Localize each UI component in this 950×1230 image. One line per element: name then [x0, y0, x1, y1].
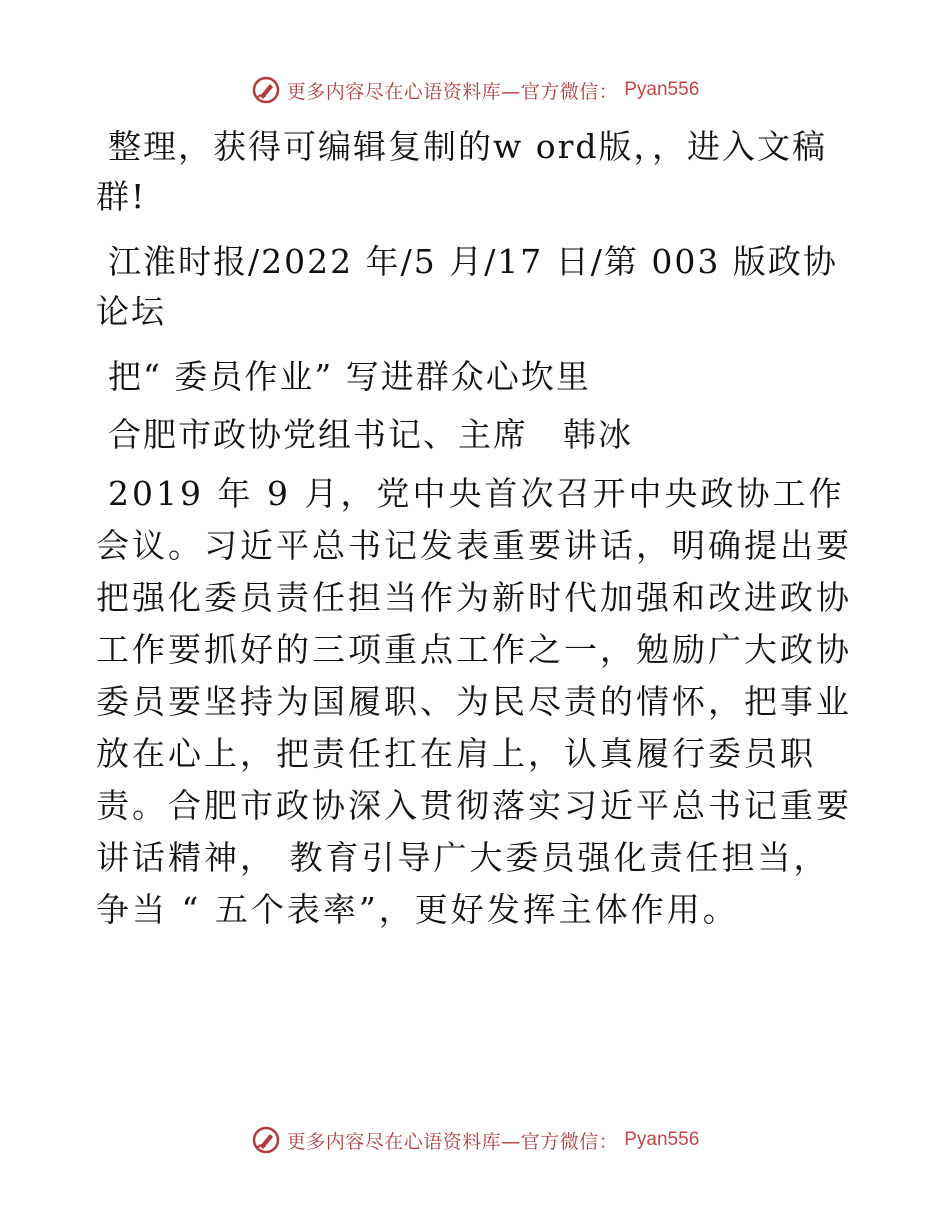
header-watermark	[0, 73, 950, 107]
watermark-contact: Pyan556	[624, 1129, 700, 1150]
pen-circle-logo-icon	[251, 75, 281, 105]
author-line: 合肥市政协党组书记、主席 韩冰	[108, 415, 633, 454]
watermark-contact: Pyan556	[624, 79, 700, 100]
watermark-text: 更多内容尽在心语资料库—官方微信：	[286, 1130, 619, 1153]
footer-watermark	[0, 1123, 950, 1157]
document-body	[96, 122, 856, 951]
source-line: 江淮时报/2022 年/5 月/17 日/第 003 版政协论坛	[96, 242, 838, 331]
intro-paragraph: 整理，获得可编辑复制的w ord版，，进入文稿群!	[96, 127, 828, 216]
article-title: 把“ 委员作业” 写进群众心坎里	[108, 357, 591, 396]
watermark-text: 更多内容尽在心语资料库—官方微信：	[286, 80, 619, 103]
pen-circle-logo-icon	[251, 1125, 281, 1155]
body-paragraph: 2019 年 9 月，党中央首次召开中央政协工作会议。习近平总书记发表重要讲话，明确提出要把强化委员责任担当作为新时代加强和改进政协工作要抓好的三项重点工作之一，勉励广大政协委员要坚持为国履职、为民尽责的情怀，把事业放在心上，把责任扛在肩上，认真履行委员职责。合肥市政协深入贯彻落实习近平总书记重要讲话精神， 教育引导广大委员强化责任担当， 争当 “ 五个表率”，更好发挥主体作用。	[96, 474, 852, 929]
